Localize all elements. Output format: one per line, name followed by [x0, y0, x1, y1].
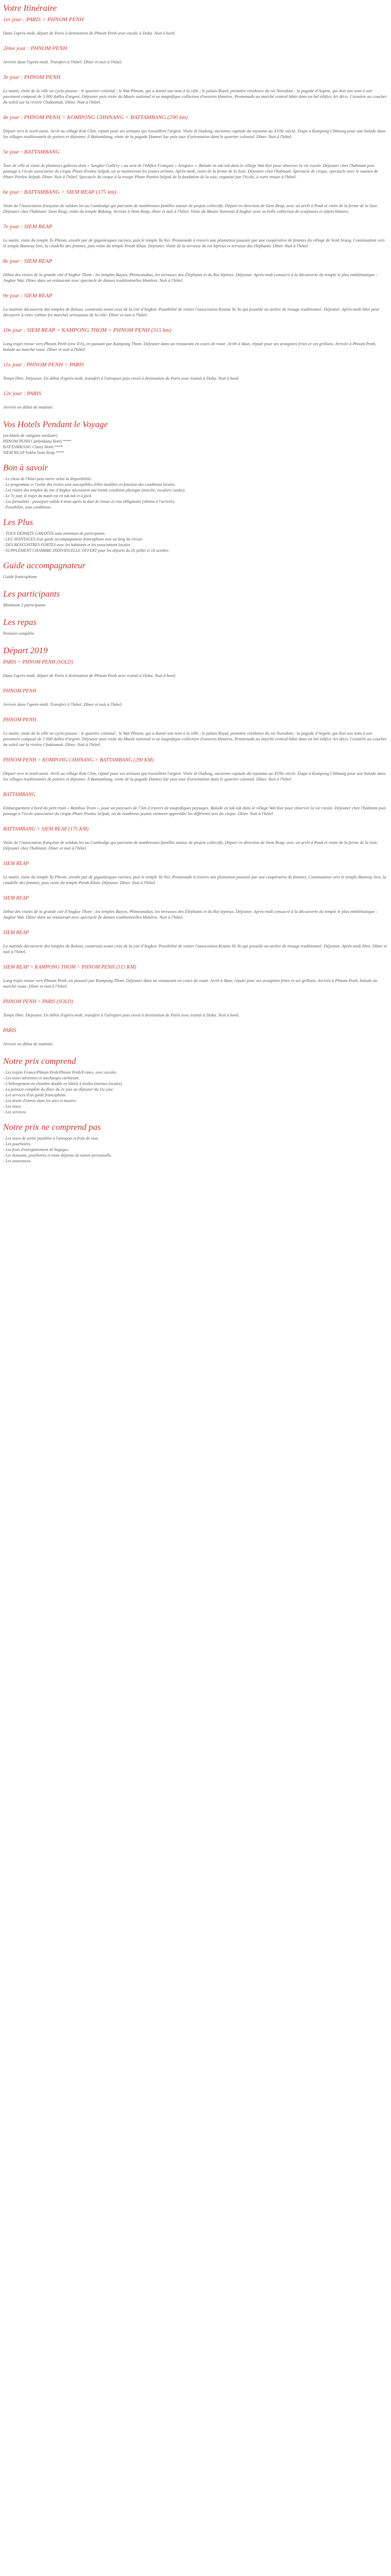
- itinerary-day: [3, 1027, 388, 1047]
- departure-itinerary-list: [3, 673, 388, 1047]
- itinerary-day: [3, 826, 388, 851]
- itinerary-day: [3, 757, 388, 782]
- list-item: - Les boissons, pourboires et toute dépense de nature personnelle.: [3, 1153, 112, 1158]
- list-item: - Les trajets France/Phnom Penh/Phnom Penh/France, avec escales.: [3, 1070, 118, 1075]
- day-title: BATTAMBANG: [3, 792, 36, 798]
- itinerary-day: [3, 189, 388, 214]
- departure-route: PARIS > PHNOM PENH (SOLD): [3, 659, 73, 665]
- day-title: 11e jour : PHNOM PENH > PARIS: [3, 362, 84, 368]
- content: [0, 0, 391, 1164]
- meals-heading: Les repas: [3, 617, 37, 627]
- day-description: Long trajet retour vers Phnom Penh (env. 8 h), en passant par Kampong Thom. Déjeuner dans un restaurant en cours de route. Arrêt à Skun, réputé pour ses araignées frites et ses grillons. Arrivée à Phnom Penh, balade au marché russe. Dîner et nuit à l'hôtel.: [3, 341, 377, 352]
- list-item: - Les taxes.: [3, 1104, 22, 1109]
- day-description: Dans l'après-midi, départ de Paris à destination de Phnom Penh avec transit à Doha. Nuit à bord.: [3, 673, 176, 678]
- list-item: PHNOM PENH Cambodiana Hotel ****: [3, 439, 71, 444]
- itinerary-list: [3, 16, 388, 410]
- itinerary-day: [3, 791, 388, 817]
- list-item: - Les services d'un guide francophone.: [3, 1093, 67, 1097]
- list-item: (ou hôtels de catégorie similaire): [3, 433, 58, 438]
- day-description: Arrivée en début de matinée.: [3, 1041, 54, 1046]
- day-title: 2ème jour : PHNOM PENH: [3, 45, 68, 52]
- itinerary-day: [3, 114, 388, 140]
- meals-text: Pension complète: [3, 631, 35, 636]
- day-description: Temps libre. Déjeuner. En début d'après-midi, transfert à l'aéroport puis envol à destination de Paris avec transit à Doha. Nuit à bord.: [3, 376, 240, 381]
- guide-heading: Guide accompagnateur: [3, 561, 86, 570]
- hotels-heading: Vos Hotels Pendant le Voyage: [3, 419, 108, 429]
- list-item: - LES AVANTAGES d'un guide accompagnateur francophone tout au long du circuit.: [3, 537, 143, 541]
- day-description: Dans l'après-midi, départ de Paris à destination de Phnom Penh avec escale à Doha. Nuit à bord.: [3, 30, 176, 36]
- list-item: - Les services.: [3, 1110, 27, 1114]
- day-title: 10e jour : SIEM REAP > KAMPONG THOM > PHNOM PENH (315 km): [3, 327, 172, 333]
- itinerary-day: [3, 860, 388, 886]
- itinerary-day: [3, 362, 388, 381]
- day-title: SIEM REAP: [3, 861, 29, 867]
- plus-list: [3, 531, 388, 553]
- day-title: 3e jour : PHNOM PENH: [3, 74, 61, 80]
- day-title: 9e jour : SIEM REAP: [3, 293, 53, 299]
- itinerary-day: [3, 998, 388, 1018]
- day-description: Visite de l'Association française de soldats les au Cambodge qui parraine de nombreuses familles autour de projets collectifs. Départ en direction de Siem Reap, avec un arrêt à Pouk et visite de la ferme de la Soie. Déjeuner chez l'habitant. Siem Reap, visite du temple Bakong. Arrivée à Siem Reap, dîner et nuit à l'hôtel. Visite du Musée National d'Angkor avec sa belle collection de sculptures et objets khmers.: [3, 203, 379, 214]
- day-description: Début des visites de la grande cité d'Angkor Thom : les temples Bayon, Phimeanakas, les terrasses des Éléphants et du Roi lépreux. Déjeuner. Après-midi consacré à la découverte du temple le plus emblématique : Angkor Wat. Dîner dans un restaurant avec spectacle de danses traditionnelles khmères. Nuit à l'hôtel.: [3, 909, 378, 920]
- not-included-heading: Notre prix ne comprend pas: [3, 1122, 101, 1132]
- day-title: 7e jour : SIEM REAP: [3, 224, 53, 230]
- day-title: PHNOM PENH: [3, 688, 37, 694]
- day-title: PHNOM PENH > KOMPONG CHHNANG > BATTAMBANG (290 KM): [3, 757, 154, 763]
- hotels-list: [3, 433, 388, 455]
- itinerary-day: [3, 293, 388, 318]
- day-description: Le matin, visite de la ville en cyclo-pousse : le quartier colonial ; le Wat Phnom, qui a donné son nom à la ville ; le palais Royal, première résidence du roi Norodom ; la pagode d'Argent, qui doit son nom à son pavement composé de 5 000 dalles d'argent. Déjeuner puis visite du Musée national et sa magnifique collection d'oeuvres khmères. Promenade au marché central bâtie dans un bel édifice Art déco. Croisière au coucher du soleil sur la rivière Chaktomuk. Dîner. Nuit à l'hôtel.: [3, 88, 387, 105]
- list-item: - Les droits d'entrée dans les sites et musées.: [3, 1098, 77, 1103]
- departure-heading: Départ 2019: [3, 646, 48, 655]
- itinerary-day: [3, 391, 388, 410]
- itinerary-heading: Votre Itinéraire: [3, 3, 57, 13]
- day-description: Départ vers le nord-ouest. Arrêt au village Kok Chin, réputé pour ses artisans qui travaillent l'argent. Visite di Oudong, ancienne capitale du royaume au XVIIe siècle. Étape à Kompong Chhnang pour une balade dans les villages traditionnels de potiers et déjeuner. À Battambang, visite de la pagode Damrei Sar puis tour d'orientation dans le quartier colonial. Dîner. Nuit à l'hôtel.: [3, 771, 386, 782]
- day-title: 1er jour : PARIS > PHNOM PENH: [3, 16, 84, 23]
- itinerary-day: [3, 74, 388, 105]
- list-item: - Les visites des temples du site d'Angkor nécessitent une bonne condition physique (marche, escaliers raides).: [3, 488, 186, 493]
- day-title: PHNOM PENH > PARIS (SOLD): [3, 999, 73, 1005]
- itinerary-day: [3, 688, 388, 707]
- list-item: SIEM REAP Sokha Siem Reap ****: [3, 450, 64, 455]
- itinerary-day: [3, 16, 388, 36]
- itinerary-day: [3, 258, 388, 283]
- included-list: [3, 1070, 388, 1115]
- itinerary-day: [3, 929, 388, 955]
- list-item: - Le programme et l'ordre des visites sont susceptibles d'être modifiés en fonction des conditions locales.: [3, 482, 176, 487]
- day-description: Arrivée dans l'après-midi. Transfert à l'hôtel. Dîner et nuit à l'hôtel.: [3, 59, 123, 64]
- itinerary-day: [3, 964, 388, 989]
- list-item: - Les taxes aériennes et surcharges carburant.: [3, 1076, 80, 1080]
- day-title: 5e jour : BATTAMBANG: [3, 149, 60, 155]
- itinerary-day: [3, 149, 388, 180]
- list-item: - L'hébergement en chambre double en hôtels 4 étoiles (normes locales).: [3, 1081, 123, 1086]
- itinerary-day: [3, 895, 388, 920]
- list-item: - TOUS DÉPARTS GARANTIS sans minimum de participants.: [3, 531, 106, 536]
- day-description: La matinée découverte des temples de Roluos, construits avant ceux de la cité d'Angkor. Possibilité de visiter l'association Krama Yo Yo qui possède un atelier de tissage traditionnel. Déjeuner. Après-midi libre pour découvrir à votre rythme les marchés artisanaux de la ville. Dîner et nuit à l'hôtel.: [3, 307, 380, 317]
- good-to-know-heading: Bon à savoir: [3, 463, 48, 472]
- day-title: PHNOM PENH: [3, 717, 37, 723]
- day-description: Visite de l'Association française de soldats les au Cambodge qui parraine de nombreuses familles autour de projets collectifs. Départ en direction de Siem Reap, avec un arrêt à Pouk et visite de la ferme de la Soie. Déjeuner chez l'habitant. Dîner et nuit à l'hôtel.: [3, 840, 379, 851]
- list-item: - Possibilité, sous conditions.: [3, 505, 52, 510]
- list-item: - Les taxes de sortie payables à l'aéroport et frais de visa.: [3, 1136, 99, 1141]
- list-item: - DES RENCONTRES FORTES avec les habitants et les associations locales.: [3, 543, 132, 547]
- day-title: 12e jour : PARIS: [3, 391, 42, 397]
- day-description: Départ vers le nord-ouest. Arrêt au village Kok Chin, réputé pour ses artisans qui travaillent l'argent. Visite di Oudong, ancienne capitale du royaume au XVIIe siècle. Étape à Kompong Chhnang pour une balade dans les villages traditionnels de potiers et déjeuner. À Battambang, visite de la pagode Damrei Sar puis tour d'orientation dans le quartier colonial. Dîner. Nuit à l'hôtel.: [3, 128, 386, 139]
- itinerary-day: [3, 717, 388, 748]
- itinerary-day: [3, 327, 388, 352]
- list-item: - Le 7e jour, le trajet du matin est en tuk-tuk et à pied.: [3, 494, 92, 498]
- day-description: Début des visites de la grande cité d'Angkor Thom : les temples Bayon, Phimeanakas, les terrasses des Éléphants et du Roi lépreux. Déjeuner. Après-midi consacré à la découverte du temple le plus emblématique : Angkor Wat. Dîner dans un restaurant avec spectacle de danses traditionnelles khmères. Nuit à l'hôtel.: [3, 272, 378, 283]
- list-item: - Les formalités : passeport valide 6 mois après la date de retour et visa obligatoire (obtenu à l'arrivée).: [3, 499, 175, 504]
- list-item: - Le choix de l'hôtel peut varier selon la disponibilité.: [3, 477, 92, 481]
- list-item: - Les assurances.: [3, 1159, 32, 1163]
- day-description: Le matin, visite du temple Ta Phrom, envahi par de gigantesques racines, puis le temple Ta Nei. Promenade à travers une plantation poussée par une coopérative de femmes du village de Srah Srang. Continuation vers le temple Banteay Srei, la citadelle des femmes, puis visite du temple Preah Khan. Déjeuner. Visite de la terrasse du roi lépreux et terrasse des éléphants. Dîner. Nuit à l'hôtel.: [3, 238, 385, 248]
- list-item: - Les frais d'enregistrement de bagages.: [3, 1147, 69, 1152]
- day-title: SIEM REAP: [3, 930, 29, 936]
- list-item: - Les pourboires.: [3, 1142, 31, 1146]
- itinerary-day: [3, 45, 388, 65]
- guide-text: Guide francophone: [3, 574, 37, 579]
- list-item: - La pension complète du dîner du 2e jour au déjeuner du 11e jour.: [3, 1087, 114, 1092]
- participants-text: Minimum 2 participants: [3, 602, 46, 607]
- day-title: 8e jour : SIEM REAP: [3, 258, 53, 264]
- day-description: La matinée découverte des temples de Roluos, construits avant ceux de la cité d'Angkor. Possibilité de visiter l'association Krama Yo Yo qui possède un atelier de tissage traditionnel. Déjeuner. Après-midi libre. Dîner et nuit à l'hôtel.: [3, 943, 387, 954]
- day-title: 4e jour : PHNOM PENH > KOMPONG CHHNANG > BATTAMBANG (290 km): [3, 114, 188, 121]
- good-to-know-list: [3, 476, 388, 510]
- day-title: SIEM REAP: [3, 895, 29, 901]
- not-included-list: [3, 1136, 388, 1164]
- included-heading: Notre prix comprend: [3, 1056, 76, 1066]
- day-description: Le matin, visite de la ville en cyclo-pousse : le quartier colonial ; le Wat Phnom, qui a donné son nom à la ville ; le palais Royal, première résidence du roi Norodom ; la pagode d'Argent, qui doit son nom à son pavement composé de 5 000 dalles d'argent. Déjeuner puis visite du Musée national et sa magnifique collection d'oeuvres khmères. Promenade au marché central bâtie dans un bel édifice Art déco. Croisière au coucher du soleil sur la rivière Chaktomuk. Dîner. Nuit à l'hôtel.: [3, 731, 387, 747]
- itinerary-day: [3, 224, 388, 249]
- itinerary-day: [3, 673, 388, 679]
- day-description: Tour de ville et visite de plusieurs galeries dont « Sangker Gallery » au sein de l'édifice Français « Artspace ». Balade en tuk-tuk dans le village Wat Kor pour observer la vie rurale. Déjeuner chez l'habitant puis passage à l'école associative du cirque Phare Ponleu Selpak, où se montreront les jeunes artistes. Après-midi, visite de la ferme de la Soie. Déjeuner chez l'habitant. Spectacle de cirque, spectacle avec le soutien de Phare Ponleu Selpak. Dîner. Nuit à l'hôtel. Spectacle de cirque à la troupe Phare Ponleu Selpak de la fondation de la soie, organisé par l'école, à votre retour à l'hôtel.: [3, 163, 378, 179]
- day-title: BATTAMBANG > SIEM REAP (175 KM): [3, 826, 89, 832]
- day-description: Long trajet retour vers Phnom Penh, en passant par Kampong Thom. Déjeuner dans un restaurant en cours de route. Arrêt à Skun, réputé pour ses araignées frites et ses grillons. Arrivée à Phnom Penh, balade au marché russe. Dîner et nuit à l'hôtel.: [3, 978, 378, 989]
- day-description: Embarquement à bord du petit train « Bamboo Train », pour un parcours de 7 km à travers de magnifiques paysages. Balade en tuk-tuk dans le village Wat Kor pour observer la vie rurale. Déjeuner chez l'habitant puis passage à l'école associative du cirque Phare Ponleu Selpak, où de nombreux jeunes viennent apprendre les différents arts du cirque. Dîner. Nuit à l'hôtel.: [3, 805, 386, 816]
- participants-heading: Les participants: [3, 589, 60, 599]
- day-title: PARIS: [3, 1028, 17, 1033]
- day-title: 6e jour : BATTAMBANG > SIEM REAP (175 km): [3, 189, 117, 195]
- list-item: - SUPPLÉMENT CHAMBRE INDIVIDUELLE OFFERT pour les départs du 26 juillet et 18 octobre.: [3, 548, 170, 553]
- day-description: Le matin, visite du temple Ta Phrom, envahi par de gigantesques racines, puis le temple Ta Nei. Promenade à travers une plantation poussée par une coopérative de femmes. Continuation vers le temple Banteay Srei, la citadelle des femmes, puis visite du temple Preah Khan. Déjeuner. Dîner. Nuit à l'hôtel.: [3, 874, 386, 885]
- day-description: Arrivée dans l'après-midi. Transfert à l'hôtel. Dîner et nuit à l'hôtel.: [3, 702, 123, 707]
- day-description: Arrivée en début de matinée.: [3, 404, 54, 410]
- day-description: Temps libre. Déjeuner. En début d'après-midi, transfert à l'aéroport puis envol à destination de Paris avec transit à Doha. Nuit à bord.: [3, 1012, 240, 1018]
- list-item: BATTAMBANG Classy Hotel ****: [3, 445, 63, 449]
- plus-heading: Les Plus: [3, 517, 34, 527]
- day-title: SIEM REAP > KAMPONG THOM > PHNOM PENH (315 KM): [3, 964, 137, 970]
